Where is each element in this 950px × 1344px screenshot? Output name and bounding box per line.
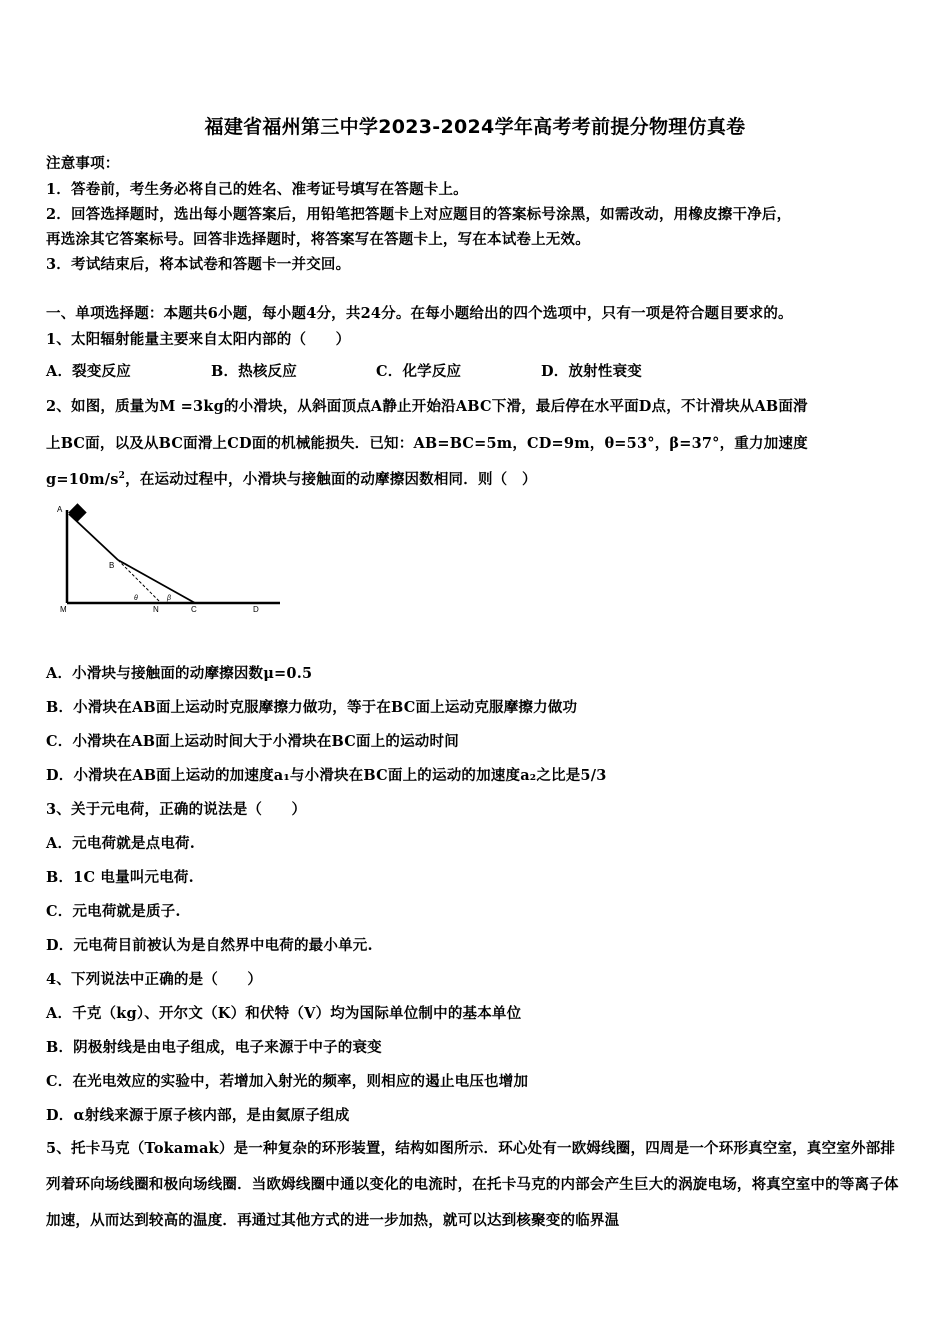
notice-item: 1．答卷前，考生务必将自己的姓名、准考证号填写在答题卡上。 bbox=[46, 181, 468, 198]
incline-figure bbox=[55, 500, 285, 620]
question-5-text: 5、托卡马克（Tokamak）是一种复杂的环形装置，结构如图所示．环心处有一欧姆线圈，四周是一个环形真空室，真空室外部排列着环向场线圈和极向场线圈．当欧姆线圈中通以变化的电流时，在托卡马克的内部会产生巨大的涡旋电场，将真空室中的等离子体加速，从而达到较高的温度．再通过其他方式的进一步加热，就可以达到核聚变的临界温 bbox=[46, 1140, 899, 1229]
question-3-option-c: C．元电荷就是质子. bbox=[46, 903, 181, 920]
option-a: A．裂变反应 bbox=[46, 363, 131, 380]
question-2-line2: 上BC面，以及从BC面滑上CD面的机械能损失．已知：AB=BC=5m，CD=9m，θ=53°，β=37°，重力加速度 bbox=[46, 435, 808, 452]
gravity-value: g=10m/s bbox=[46, 471, 119, 488]
question-2-line3 bbox=[46, 468, 908, 489]
question-4-option-a: A．千克（kg）、开尔文（K）和伏特（V）均为国际单位制中的基本单位 bbox=[46, 1005, 522, 1022]
dashed-extension bbox=[118, 560, 161, 603]
question-3-option-d: D．元电荷目前被认为是自然界中电荷的最小单元. bbox=[46, 937, 373, 954]
section-heading: 一、单项选择题：本题共6小题，每小题4分，共24分。在每小题给出的四个选项中，只有一项是符合题目要求的。 bbox=[46, 305, 793, 322]
notice-heading: 注意事项： bbox=[46, 155, 120, 172]
question-2-option-a: A．小滑块与接触面的动摩擦因数μ=0.5 bbox=[46, 665, 313, 682]
notice-item: 2．回答选择题时，选出每小题答案后，用铅笔把答题卡上对应题目的答案标号涂黑，如需改动，用橡皮擦干净后， bbox=[46, 206, 792, 223]
option-c: C．化学反应 bbox=[376, 363, 462, 380]
question-4-stem: 4、下列说法中正确的是（ ） bbox=[46, 971, 263, 988]
option-d: D．放射性衰变 bbox=[541, 363, 642, 380]
notice-item: 再选涂其它答案标号。回答非选择题时，将答案写在答题卡上，写在本试卷上无效。 bbox=[46, 231, 590, 248]
exponent: 2 bbox=[118, 471, 126, 482]
question-2-option-c: C．小滑块在AB面上运动时间大于小滑块在BC面上的运动时间 bbox=[46, 733, 459, 750]
question-4-option-b: B．阴极射线是由电子组成，电子来源于中子的衰变 bbox=[46, 1039, 382, 1056]
notice-item: 3．考试结束后，将本试卷和答题卡一并交回。 bbox=[46, 256, 351, 273]
option-b: B．热核反应 bbox=[211, 363, 297, 380]
question-1-stem: 1、太阳辐射能量主要来自太阳内部的（ ） bbox=[46, 331, 351, 348]
label-d: D bbox=[253, 605, 259, 614]
label-a: A bbox=[57, 505, 63, 514]
question-1-options bbox=[46, 360, 908, 381]
label-m: M bbox=[60, 605, 67, 614]
question-2-tail: ，在运动过程中，小滑块与接触面的动摩擦因数相同．则（ ） bbox=[125, 471, 537, 488]
question-4-option-d: D．α射线来源于原子核内部，是由氦原子组成 bbox=[46, 1107, 350, 1124]
label-b: B bbox=[109, 561, 115, 570]
slope-bc bbox=[118, 560, 195, 603]
slope-ab bbox=[69, 514, 118, 560]
page-title: 福建省福州第三中学2023-2024学年高考考前提分物理仿真卷 bbox=[204, 116, 746, 138]
label-c: C bbox=[191, 605, 197, 614]
question-2-line1: 2、如图，质量为M =3kg的小滑块，从斜面顶点A静止开始沿ABC下滑，最后停在水平面D点，不计滑块从AB面滑 bbox=[46, 398, 808, 415]
question-3-option-a: A．元电荷就是点电荷. bbox=[46, 835, 195, 852]
question-3-stem: 3、关于元电荷，正确的说法是（ ） bbox=[46, 801, 307, 818]
question-3-option-b: B．1C 电量叫元电荷. bbox=[46, 869, 194, 886]
label-theta: θ bbox=[134, 595, 138, 602]
question-4-option-c: C．在光电效应的实验中，若增加入射光的频率，则相应的遏止电压也增加 bbox=[46, 1073, 529, 1090]
question-2-option-b: B．小滑块在AB面上运动时克服摩擦力做功，等于在BC面上运动克服摩擦力做功 bbox=[46, 699, 578, 716]
label-beta: β bbox=[167, 595, 171, 602]
sliding-block bbox=[68, 503, 86, 521]
question-2-option-d: D．小滑块在AB面上运动的加速度a₁与小滑块在BC面上的运动的加速度a₂之比是5/3 bbox=[46, 767, 607, 784]
label-n: N bbox=[153, 605, 159, 614]
